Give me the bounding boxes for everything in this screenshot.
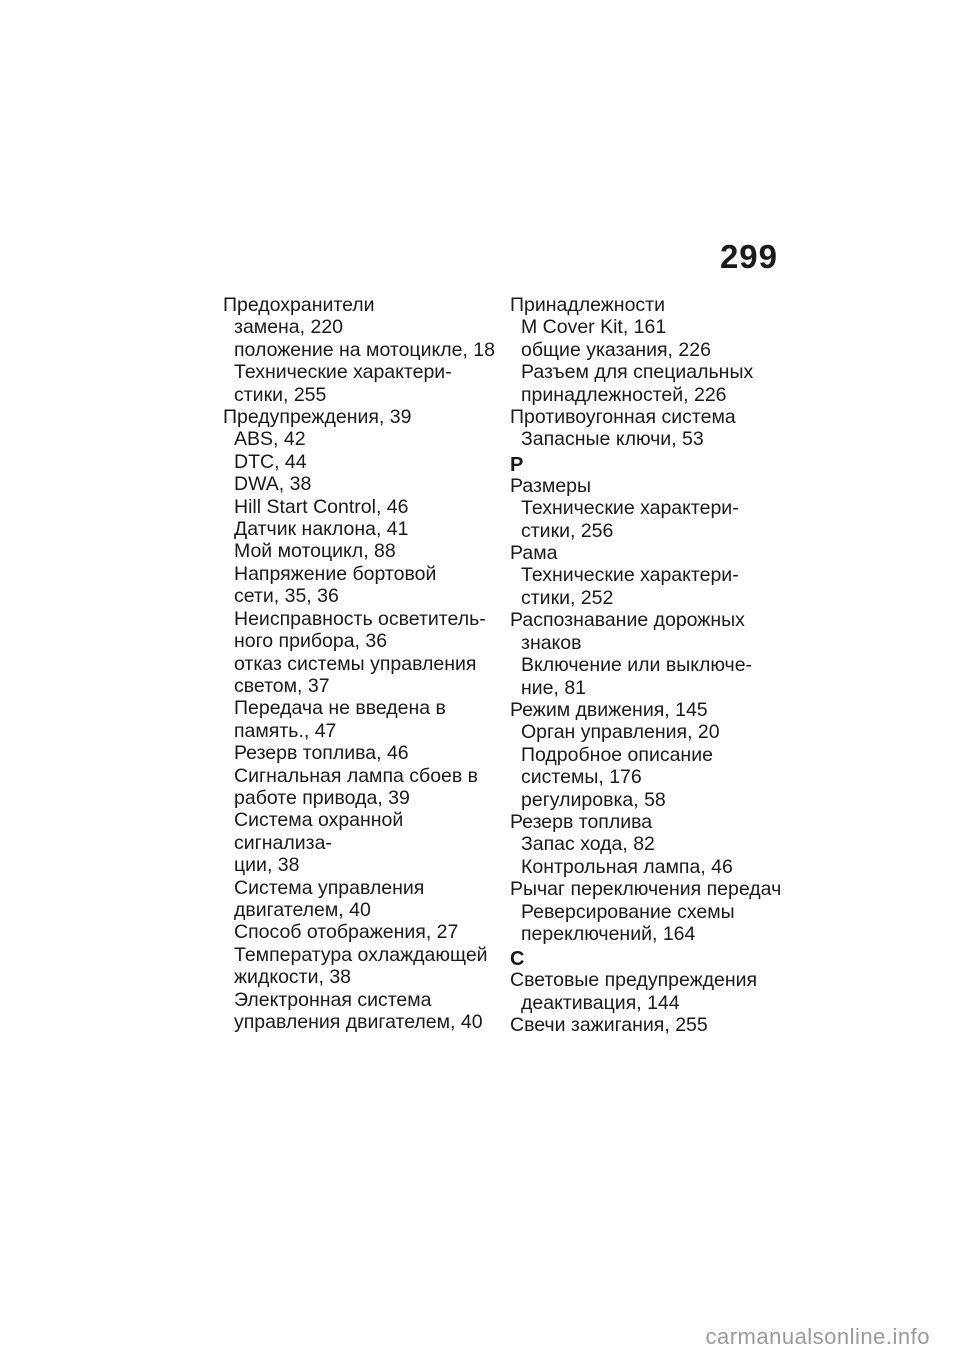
index-subentry: Датчик наклона, 41 [234, 518, 409, 541]
index-subentry: Орган управления, 20 [521, 721, 720, 744]
index-term: Распознавание дорожных [510, 609, 745, 632]
index-subentry: регулировка, 58 [521, 788, 666, 811]
index-subentry: жидкости, 38 [234, 966, 352, 989]
index-subentry: Резерв топлива, 46 [234, 742, 409, 765]
index-term: Предупреждения, 39 [223, 406, 412, 429]
index-subentry: ции, 38 [234, 854, 300, 877]
watermark: carmanualsonline.info [705, 1324, 930, 1349]
index-subentry: Напряжение бортовой [234, 562, 437, 585]
index-subentry: ABS, 42 [234, 428, 306, 451]
index-subentry: Сигнальная лампа сбоев в [234, 764, 479, 787]
index-subentry: системы, 176 [521, 766, 642, 789]
index-subentry: DWA, 38 [234, 473, 312, 496]
page-number: 299 [719, 238, 778, 275]
index-term: Резерв топлива [510, 810, 653, 833]
index-column-right [510, 294, 790, 1037]
index-subentry: общие указания, 226 [521, 338, 711, 361]
index-subentry: знаков [521, 631, 582, 654]
index-subentry: деактивация, 144 [521, 991, 680, 1014]
index-subentry: память., 47 [234, 719, 337, 742]
index-subentry: Запасные ключи, 53 [521, 428, 704, 451]
index-subentry: сети, 35, 36 [234, 585, 339, 608]
index-subentry: Подробное описание [521, 743, 713, 766]
index-subentry: Запас хода, 82 [521, 833, 655, 856]
index-term: Противоугонная система [510, 406, 736, 429]
index-subentry: ние, 81 [521, 676, 587, 699]
index-subentry: Реверсирование схемы [521, 900, 735, 923]
index-subentry: DTC, 44 [234, 450, 307, 473]
index-subentry: Hill Start Control, 46 [234, 495, 409, 518]
index-subentry: переключений, 164 [521, 922, 696, 945]
index-subentry: двигателем, 40 [234, 898, 371, 921]
index-subentry: Технические характери- [234, 361, 452, 384]
index-subentry: Технические характери- [521, 497, 739, 520]
index-subentry: Способ отображения, 27 [234, 921, 459, 944]
index-subentry: M Cover Kit, 161 [521, 316, 667, 339]
index-term: Рычаг переключения передач [510, 878, 782, 901]
index-subentry: отказ системы управления [234, 652, 477, 675]
index-column-left [223, 294, 503, 1033]
index-term: Рама [510, 542, 558, 565]
index-subentry: ного прибора, 36 [234, 630, 388, 653]
index-subentry: Система управления [234, 876, 425, 899]
index-subentry: Электронная система [234, 988, 432, 1011]
index-subentry: Система охранной сигнализа- [234, 809, 404, 854]
index-subentry: Температура охлаждающей [234, 943, 488, 966]
index-subentry: Передача не введена в [234, 697, 446, 720]
index-subentry: замена, 220 [234, 316, 344, 339]
index-term: Свечи зажигания, 255 [510, 1014, 708, 1037]
index-subentry: Разъем для специальных [521, 361, 754, 384]
index-term: Размеры [510, 474, 592, 497]
index-subentry: Контрольная лампа, 46 [521, 855, 733, 878]
index-subentry: положение на мотоцикле, 18 [234, 338, 495, 361]
index-subentry: стики, 256 [521, 519, 614, 542]
index-subentry: стики, 252 [521, 586, 614, 609]
index-letter-heading: Р [510, 453, 524, 476]
index-term: Световые предупреждения [510, 969, 758, 992]
index-subentry: Мой мотоцикл, 88 [234, 540, 396, 563]
index-subentry: стики, 255 [234, 383, 327, 406]
index-term: Предохранители [223, 294, 375, 316]
index-subentry: Включение или выключе- [521, 654, 753, 677]
index-term: Принадлежности [510, 294, 665, 316]
index-subentry: светом, 37 [234, 674, 330, 697]
index-subentry: Неисправность осветитель- [234, 607, 486, 630]
index-subentry: принадлежностей, 226 [521, 383, 727, 406]
index-subentry: Технические характери- [521, 564, 739, 587]
index-term: Режим движения, 145 [510, 698, 708, 721]
index-letter-heading: С [510, 948, 525, 971]
index-subentry: работе привода, 39 [234, 786, 410, 809]
index-subentry: управления двигателем, 40 [234, 1011, 483, 1033]
